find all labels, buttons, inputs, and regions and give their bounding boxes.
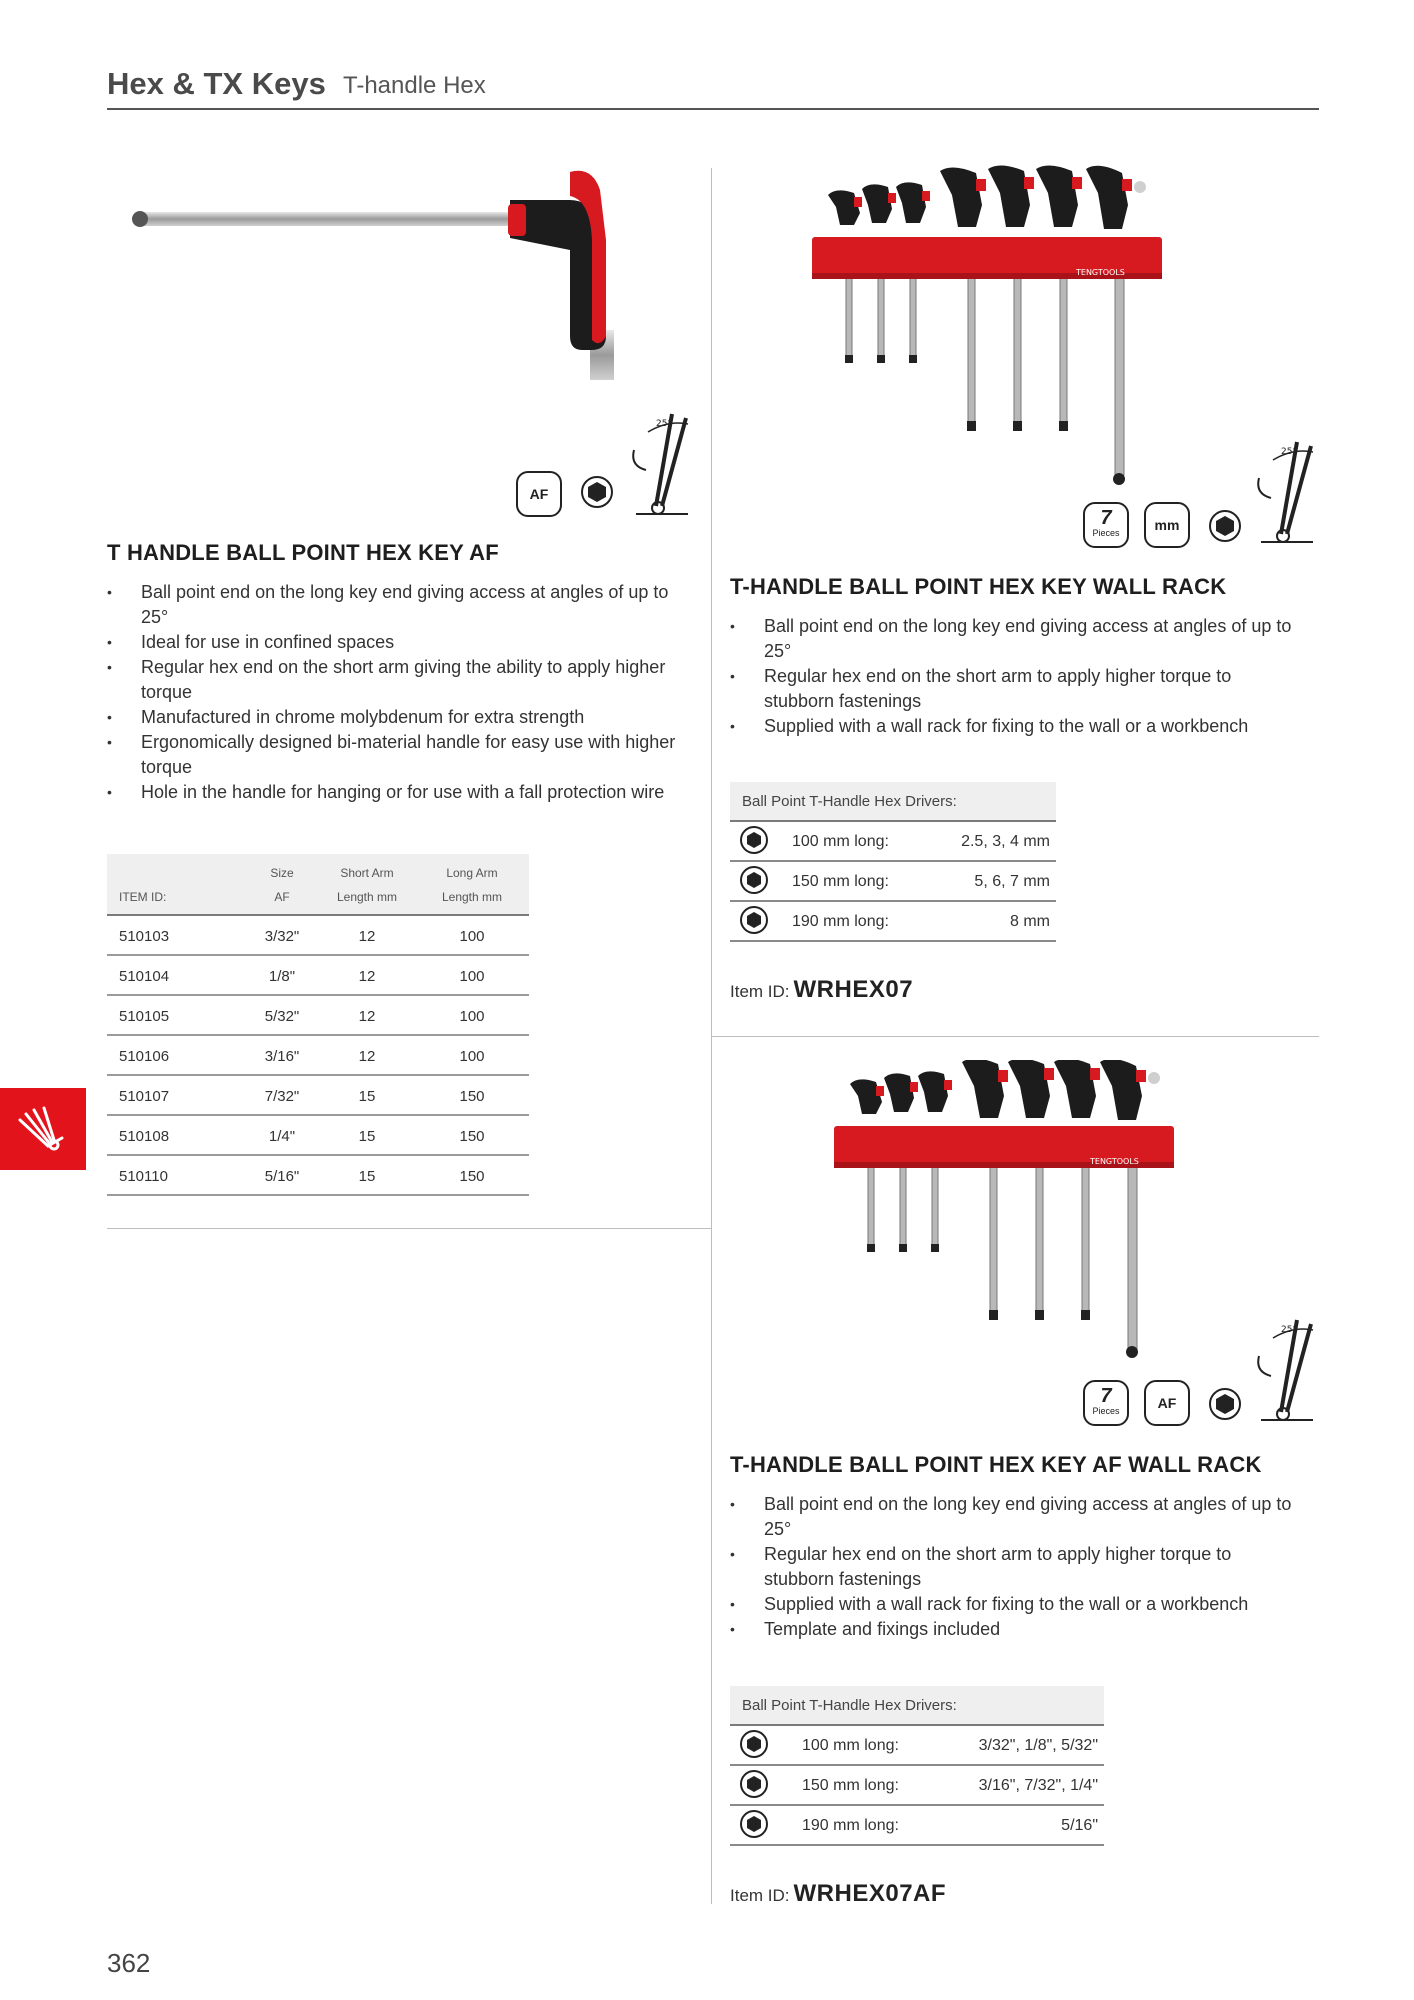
feature-item: • Hole in the handle for hanging or for use with a fall protection wire: [107, 780, 697, 805]
pieces-count: 7: [1100, 507, 1112, 529]
product3-item-id: Item ID: WRHEX07AF: [730, 1880, 947, 1907]
product2-title: T-HANDLE BALL POINT HEX KEY WALL RACK: [730, 574, 1227, 599]
hex-socket-icon: [1208, 1387, 1242, 1421]
driver-row: 150 mm long: 3/16", 7/32", 1/4": [730, 1766, 1104, 1806]
product3-title: T-HANDLE BALL POINT HEX KEY AF WALL RACK: [730, 1452, 1262, 1477]
header-long-arm-unit: Length mm: [441, 890, 503, 904]
feature-item: • Ball point end on the long key end giving access at angles of up to 25°: [730, 1492, 1300, 1542]
header-size: Size: [270, 866, 294, 880]
product1-features: [107, 580, 697, 805]
left-section-divider: [107, 1228, 711, 1229]
feature-item: • Regular hex end on the short arm giving the ability to apply higher torque: [107, 655, 697, 705]
right-section-divider: [711, 1036, 1319, 1037]
category-tab[interactable]: [0, 1088, 86, 1170]
header-short-arm-unit: Length mm: [336, 890, 398, 904]
table-row: 510110 5/16" 15 150: [107, 1156, 529, 1196]
driver-row: 150 mm long: 5, 6, 7 mm: [730, 862, 1056, 902]
hex-icon: [740, 906, 768, 934]
feature-item: • Ball point end on the long key end giving access at angles of up to 25°: [730, 614, 1300, 664]
ball-point-angle-icon: [628, 410, 692, 522]
rack-brand-label: TENGTOOLS: [1076, 268, 1125, 277]
table-row: 510107 7/32" 15 150: [107, 1076, 529, 1116]
pieces-label: Pieces: [1092, 1406, 1120, 1416]
product3-features: [730, 1492, 1300, 1642]
pieces-label: Pieces: [1092, 528, 1120, 538]
table-row: 510104 1/8" 12 100: [107, 956, 529, 996]
angle-label: 25°: [656, 419, 672, 429]
feature-item: • Ball point end on the long key end giving access at angles of up to 25°: [107, 580, 697, 630]
af-badge: AF: [516, 471, 562, 517]
hex-socket-icon: [1208, 509, 1242, 543]
feature-item: • Template and fixings included: [730, 1617, 1300, 1642]
driver-row: 190 mm long: 8 mm: [730, 902, 1056, 942]
feature-item: • Ideal for use in confined spaces: [107, 630, 697, 655]
pieces-count: 7: [1100, 1385, 1112, 1407]
angle-label: 25°: [1281, 1325, 1297, 1335]
feature-item: • Regular hex end on the short arm to apply higher torque to stubborn fastenings: [730, 664, 1300, 714]
wall-rack-image-af: [832, 1060, 1212, 1360]
ball-point-angle-icon: [1253, 1316, 1317, 1428]
product1-spec-table: [107, 854, 529, 1196]
driver-row: 100 mm long: 3/32", 1/8", 5/32": [730, 1726, 1104, 1766]
drivers-heading: Ball Point T-Handle Hex Drivers:: [730, 1686, 1104, 1726]
table-row: 510103 3/32" 12 100: [107, 916, 529, 956]
subsection-title: T-handle Hex: [343, 72, 486, 99]
header-short-arm: Short Arm: [340, 866, 394, 880]
t-handle-hex-key-image: [130, 160, 650, 400]
hex-socket-icon: [580, 475, 614, 509]
mm-badge: mm: [1144, 502, 1190, 548]
hex-keys-fan-icon: [0, 1088, 86, 1170]
hex-icon: [740, 866, 768, 894]
ball-point-angle-icon: [1253, 438, 1317, 550]
feature-item: • Ergonomically designed bi-material handle for easy use with higher torque: [107, 730, 697, 780]
feature-item: • Regular hex end on the short arm to apply higher torque to stubborn fastenings: [730, 1542, 1300, 1592]
header-long-arm: Long Arm: [446, 866, 498, 880]
header-item-id: ITEM ID:: [119, 890, 167, 904]
pieces-badge: [1083, 1380, 1129, 1426]
hex-icon: [740, 1730, 768, 1758]
product3-drivers-table: [730, 1686, 1104, 1846]
driver-row: 190 mm long: 5/16": [730, 1806, 1104, 1846]
page-header: [107, 62, 1319, 110]
drivers-heading: Ball Point T-Handle Hex Drivers:: [730, 782, 1056, 822]
product1-title: T HANDLE BALL POINT HEX KEY AF: [107, 540, 499, 565]
angle-label: 25°: [1281, 447, 1297, 457]
table-row: 510106 3/16" 12 100: [107, 1036, 529, 1076]
item-id-value: WRHEX07AF: [793, 1880, 947, 1907]
table-row: 510105 5/32" 12 100: [107, 996, 529, 1036]
af-badge: AF: [1144, 1380, 1190, 1426]
table-header: [107, 854, 529, 916]
item-id-value: WRHEX07: [793, 976, 914, 1003]
table-row: 510108 1/4" 15 150: [107, 1116, 529, 1156]
product2-features: [730, 614, 1300, 739]
header-size-unit: AF: [274, 890, 290, 904]
hex-icon: [740, 1810, 768, 1838]
product2-drivers-table: [730, 782, 1056, 942]
pieces-badge: [1083, 502, 1129, 548]
driver-row: 100 mm long: 2.5, 3, 4 mm: [730, 822, 1056, 862]
wall-rack-image-mm: [810, 165, 1190, 495]
feature-item: • Supplied with a wall rack for fixing to the wall or a workbench: [730, 714, 1300, 739]
page-number: 362: [107, 1948, 151, 1978]
feature-item: • Supplied with a wall rack for fixing to the wall or a workbench: [730, 1592, 1300, 1617]
feature-item: • Manufactured in chrome molybdenum for extra strength: [107, 705, 697, 730]
section-title: Hex & TX Keys: [107, 66, 326, 101]
hex-icon: [740, 1770, 768, 1798]
product2-item-id: Item ID: WRHEX07: [730, 976, 914, 1003]
hex-icon: [740, 826, 768, 854]
rack-brand-label: TENGTOOLS: [1090, 1157, 1139, 1166]
